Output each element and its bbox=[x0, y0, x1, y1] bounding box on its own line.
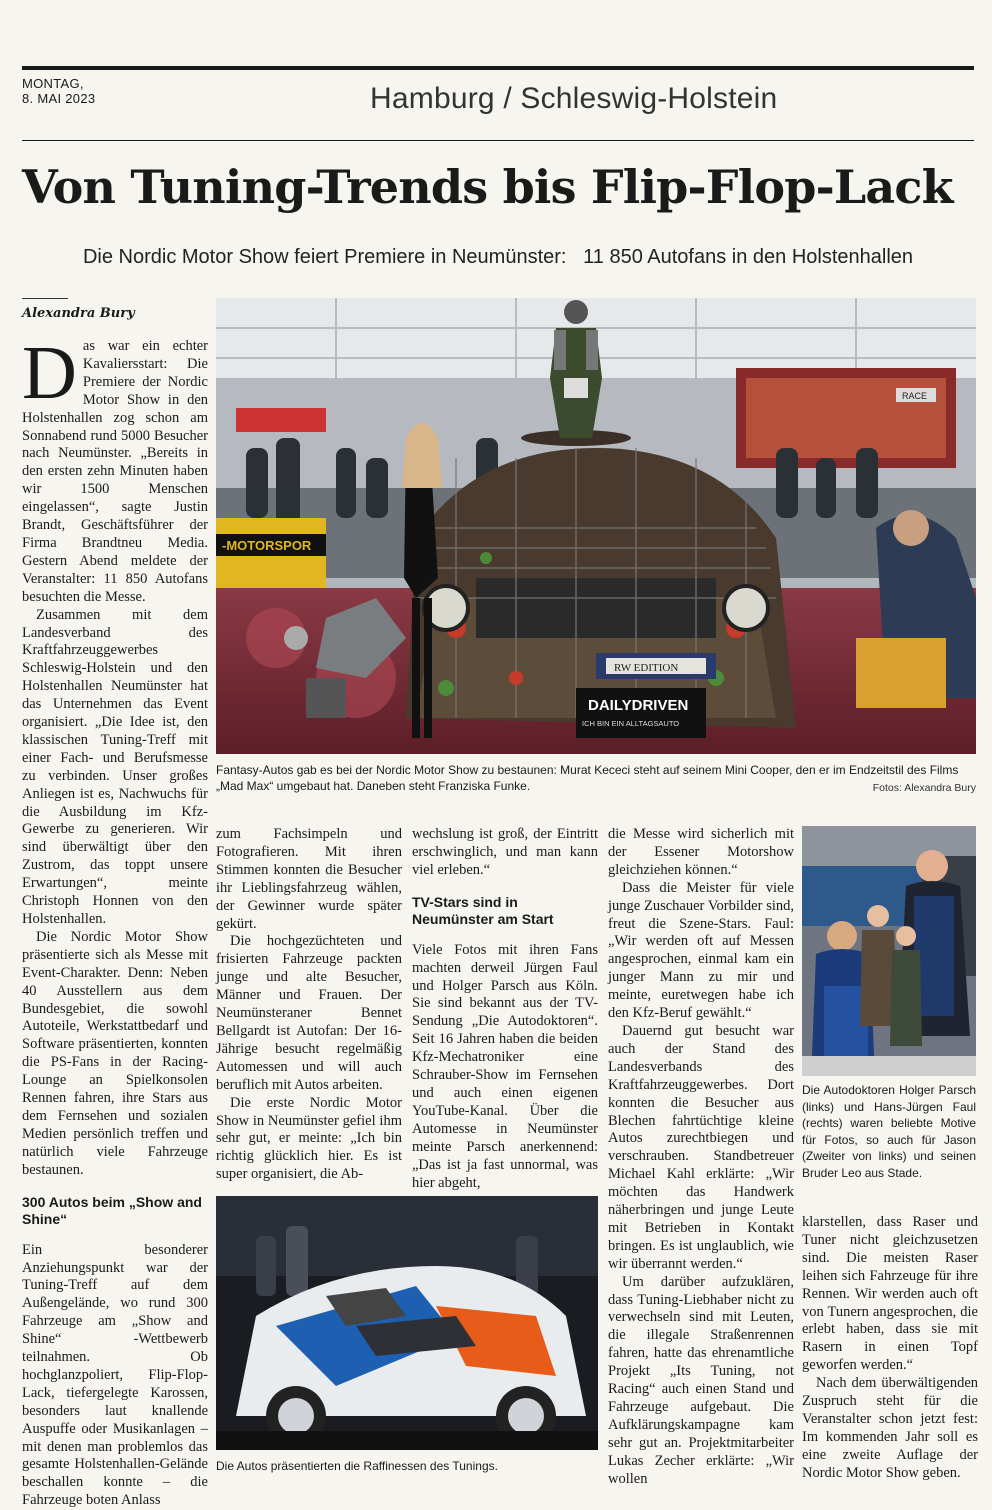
tuning-photo bbox=[216, 1196, 598, 1450]
license-plate-text: RW EDITION bbox=[614, 662, 679, 674]
issue-date bbox=[22, 76, 95, 106]
doctors-photo-caption: Die Autodoktoren Holger Parsch (links) und Hans-Jürgen Faul (rechts) waren beliebte Motive für Fotos, so auch für Jason (Zweiter von links) und seinen Bruder Leo aus Stade. bbox=[802, 1083, 976, 1180]
lead-paragraph bbox=[22, 331, 208, 607]
author-byline: Alexandra Bury bbox=[22, 306, 135, 321]
paragraph: Nach dem überwältigenden Zuspruch steht für die Veranstalter schon jetzt fest: Im kommenden Jahr soll es eine zweite Auflage der Nordic Motor Show geben. bbox=[802, 1375, 978, 1481]
banner-sign-text: RACE bbox=[902, 391, 928, 401]
main-photo bbox=[216, 298, 976, 754]
header-rule bbox=[22, 140, 974, 141]
main-photo-caption: Fantasy-Autos gab es bei der Nordic Motor Show zu bestaunen: Murat Kececi steht auf seinem Mini Cooper, den er im Endzeitstil des Films „Mad Max“ umgebaut hat. Daneben steht Franziska Funke. bbox=[216, 763, 959, 793]
paragraph: Dass die Meister für viele junge Zuschauer Vorbilder sind, freut die Szene-Stars. Faul: „Wir werden oft auf Messen angesprochen, einmal kam ein junger Mann zu mir und meinte, euretwegen habe ich den Kfz-Beruf gewählt.“ bbox=[608, 879, 794, 1022]
tuned-car-illustration bbox=[216, 1196, 598, 1450]
paragraph: Zusammen mit dem Landesverband des Kraftfahrzeuggewerbes Schleswig-Holstein und den Holstenhallen Neumünster hat das Unternehmen das Event organisiert. „Die Idee ist, den klassischen Tuning-Treff mit einer Fach- und Berufsmesse zu verbinden. Unser großes Anliegen ist es, Nachwuchs für die Ausbildung im Kfz-Gewerbe zu generieren. Wir sind überwältigt über den Zustrom, das toppt unsere Erwartungen“, meinte Christoph Honnen von den Holstenhallen. bbox=[22, 606, 208, 927]
lead-text: as war ein echter Kavaliersstart: Die Premiere der Nordic Motor Show in den Holstenhallen zog schon am Sonnabend rund 5000 Besucher nach Neumünster. „Bereits in den ersten zehn Minuten haben wir 1500 Menschen eingelassen“, sagte Justin Brandt, Geschäftsführer der Firma Brandtneu Media. Gestern Abend meldete der Veranstalter: 11 850 Autofans besuchten die Messe. bbox=[22, 338, 208, 605]
banner-line1-text: DAILYDRIVEN bbox=[588, 697, 689, 714]
article-column-5 bbox=[802, 1214, 978, 1483]
doctors-photo bbox=[802, 826, 976, 1076]
date-weekday: MONTAG, bbox=[22, 76, 84, 91]
article-column-2 bbox=[216, 826, 402, 1184]
mad-max-car-illustration bbox=[216, 298, 976, 754]
paragraph: Die hochgezüchteten und frisierten Fahrzeuge packten junge und alte Besucher, Männer und Frauen. Der Neumünsteraner Bennet Bellgardt ist Autofan: Der 16-Jährige besucht regelmäßig Automessen und will auch beruflich mit Autos arbeiten. bbox=[216, 933, 402, 1093]
top-rule bbox=[22, 66, 974, 70]
paragraph: Die erste Nordic Motor Show in Neumünster gefiel ihm sehr gut, er meinte: „Ich bin richtig glücklich hier. Es ist super organisiert, die Ab- bbox=[216, 1094, 402, 1183]
paragraph: klarstellen, dass Raser und Tuner nicht gleichzusetzen sind. Die meisten Raser leihen sich Fahrzeuge für ihre Rennen. Wir werden auch oft von Tunern angesprochen, die erlebt haben, dass sie mit Rasern in einen Topf geworfen werden.“ bbox=[802, 1214, 978, 1374]
paragraph: wechslung ist groß, der Eintritt erschwinglich, und man kann viel erleben.“ bbox=[412, 826, 598, 878]
paragraph: Die Nordic Motor Show präsentierte sich als Messe mit Event-Charakter. Denn: Neben 40 Ausstellern aus dem Bundesgebiet, die sowohl Autoteile, Werkstattbedarf und Software präsentierten, konnten die PS-Fans in der Racing-Lounge an Spielkonsolen Rennen fahren, ihre Stars aus dem Fernsehen und sozialen Medien persönlich treffen und natürlich viele Fahrzeuge bestaunen. bbox=[22, 928, 208, 1178]
paragraph: Dauernd gut besucht war auch der Stand des Landesverbands des Kraftfahrzeuggewerbes. Dort konnten die Besucher aus Blechen fahrtüchtige kleine Autos zurechtbiegen und verschrauben. Standbetreuer Michael Kahl erklärte: „Wir möchten das Handwerk näherbringen und junge Leute mit Betrieben in Kontakt bringen. Es ist unglaublich, wie wir überrannt werden.“ bbox=[608, 1022, 794, 1272]
paragraph: Um darüber aufzuklären, dass Tuning-Liebhaber nicht zu verwechseln sind mit Leuten, die illegale Straßenrennen fahren, hatte das ehrenamtliche Projekt „Its Tuning, not Racing“ auch einen Stand und Fahrzeuge aufgebaut. Die Aufklärungskampagne kam sehr gut an. Projektmitarbeiter Lukas Zecher erklärte: „Wir wollen bbox=[608, 1273, 794, 1487]
paragraph: Viele Fotos mit ihren Fans machten derweil Jürgen Faul und Holger Parsch aus Köln. Sie sind bekannt aus der TV-Sendung „Die Autodoktoren“. Seit 16 Jahren haben die beiden Kfz-Mechatroniker eine Schrauber-Show im Fernsehen und auch einen eigenen YouTube-Kanal. Über die Automesse in Neumünster meinte Parsch anerkennend: „Das ist ja fast unnormal, was hier abgeht, bbox=[412, 941, 598, 1191]
drop-cap: D bbox=[22, 331, 77, 415]
tuning-photo-caption: Die Autos präsentierten die Raffinessen des Tunings. bbox=[216, 1459, 498, 1473]
subheadline: Die Nordic Motor Show feiert Premiere in Neumünster: 11 850 Autofans in den Holstenhallen bbox=[82, 246, 914, 268]
paragraph: zum Fachsimpeln und Fotografieren. Mit ihren Stimmen konnten die Besucher ihr Lieblingsfahrzeug wählen, der Gewinner wurde später gekürt. bbox=[216, 826, 402, 932]
date-day: 8. MAI 2023 bbox=[22, 91, 96, 106]
article-column-3 bbox=[412, 826, 598, 1192]
autodoktoren-illustration bbox=[802, 826, 976, 1076]
headline: Von Tuning-Trends bis Flip-Flop-Lack bbox=[22, 160, 953, 214]
paragraph: Ein besonderer Anziehungspunkt war der Tuning-Treff auf dem Außengelände, wo rund 300 Fahrzeuge am „Show and Shine“ -Wettbewerb teilnahmen. Ob hochglanzpoliert, Flip-Flop-Lack, tiefergelegte Karossen, besonders laut knallende Auspuffe oder Musikanlagen – mit denen man problemlos das gesamte Holstenhallen-Gelände beschallen konnte – die Fahrzeuge boten Anlass bbox=[22, 1241, 208, 1509]
section-title: Hamburg / Schleswig-Holstein bbox=[370, 82, 778, 115]
author-rule bbox=[22, 298, 68, 299]
motorsport-sign-text: -MOTORSPOR bbox=[222, 538, 312, 553]
photo-credit: Fotos: Alexandra Bury bbox=[872, 782, 976, 794]
subheading: TV-Stars sind in Neumünster am Start bbox=[412, 893, 554, 927]
article-column-1 bbox=[22, 331, 208, 1510]
paragraph: die Messe wird sicherlich mit der Essener Motorshow gleichziehen können.“ bbox=[608, 826, 794, 878]
banner-line2-text: ICH BIN EIN ALLTAGSAUTO bbox=[582, 719, 680, 728]
article-column-4 bbox=[608, 826, 794, 1489]
subheading: 300 Autos beim „Show and Shine“ bbox=[22, 1193, 202, 1227]
